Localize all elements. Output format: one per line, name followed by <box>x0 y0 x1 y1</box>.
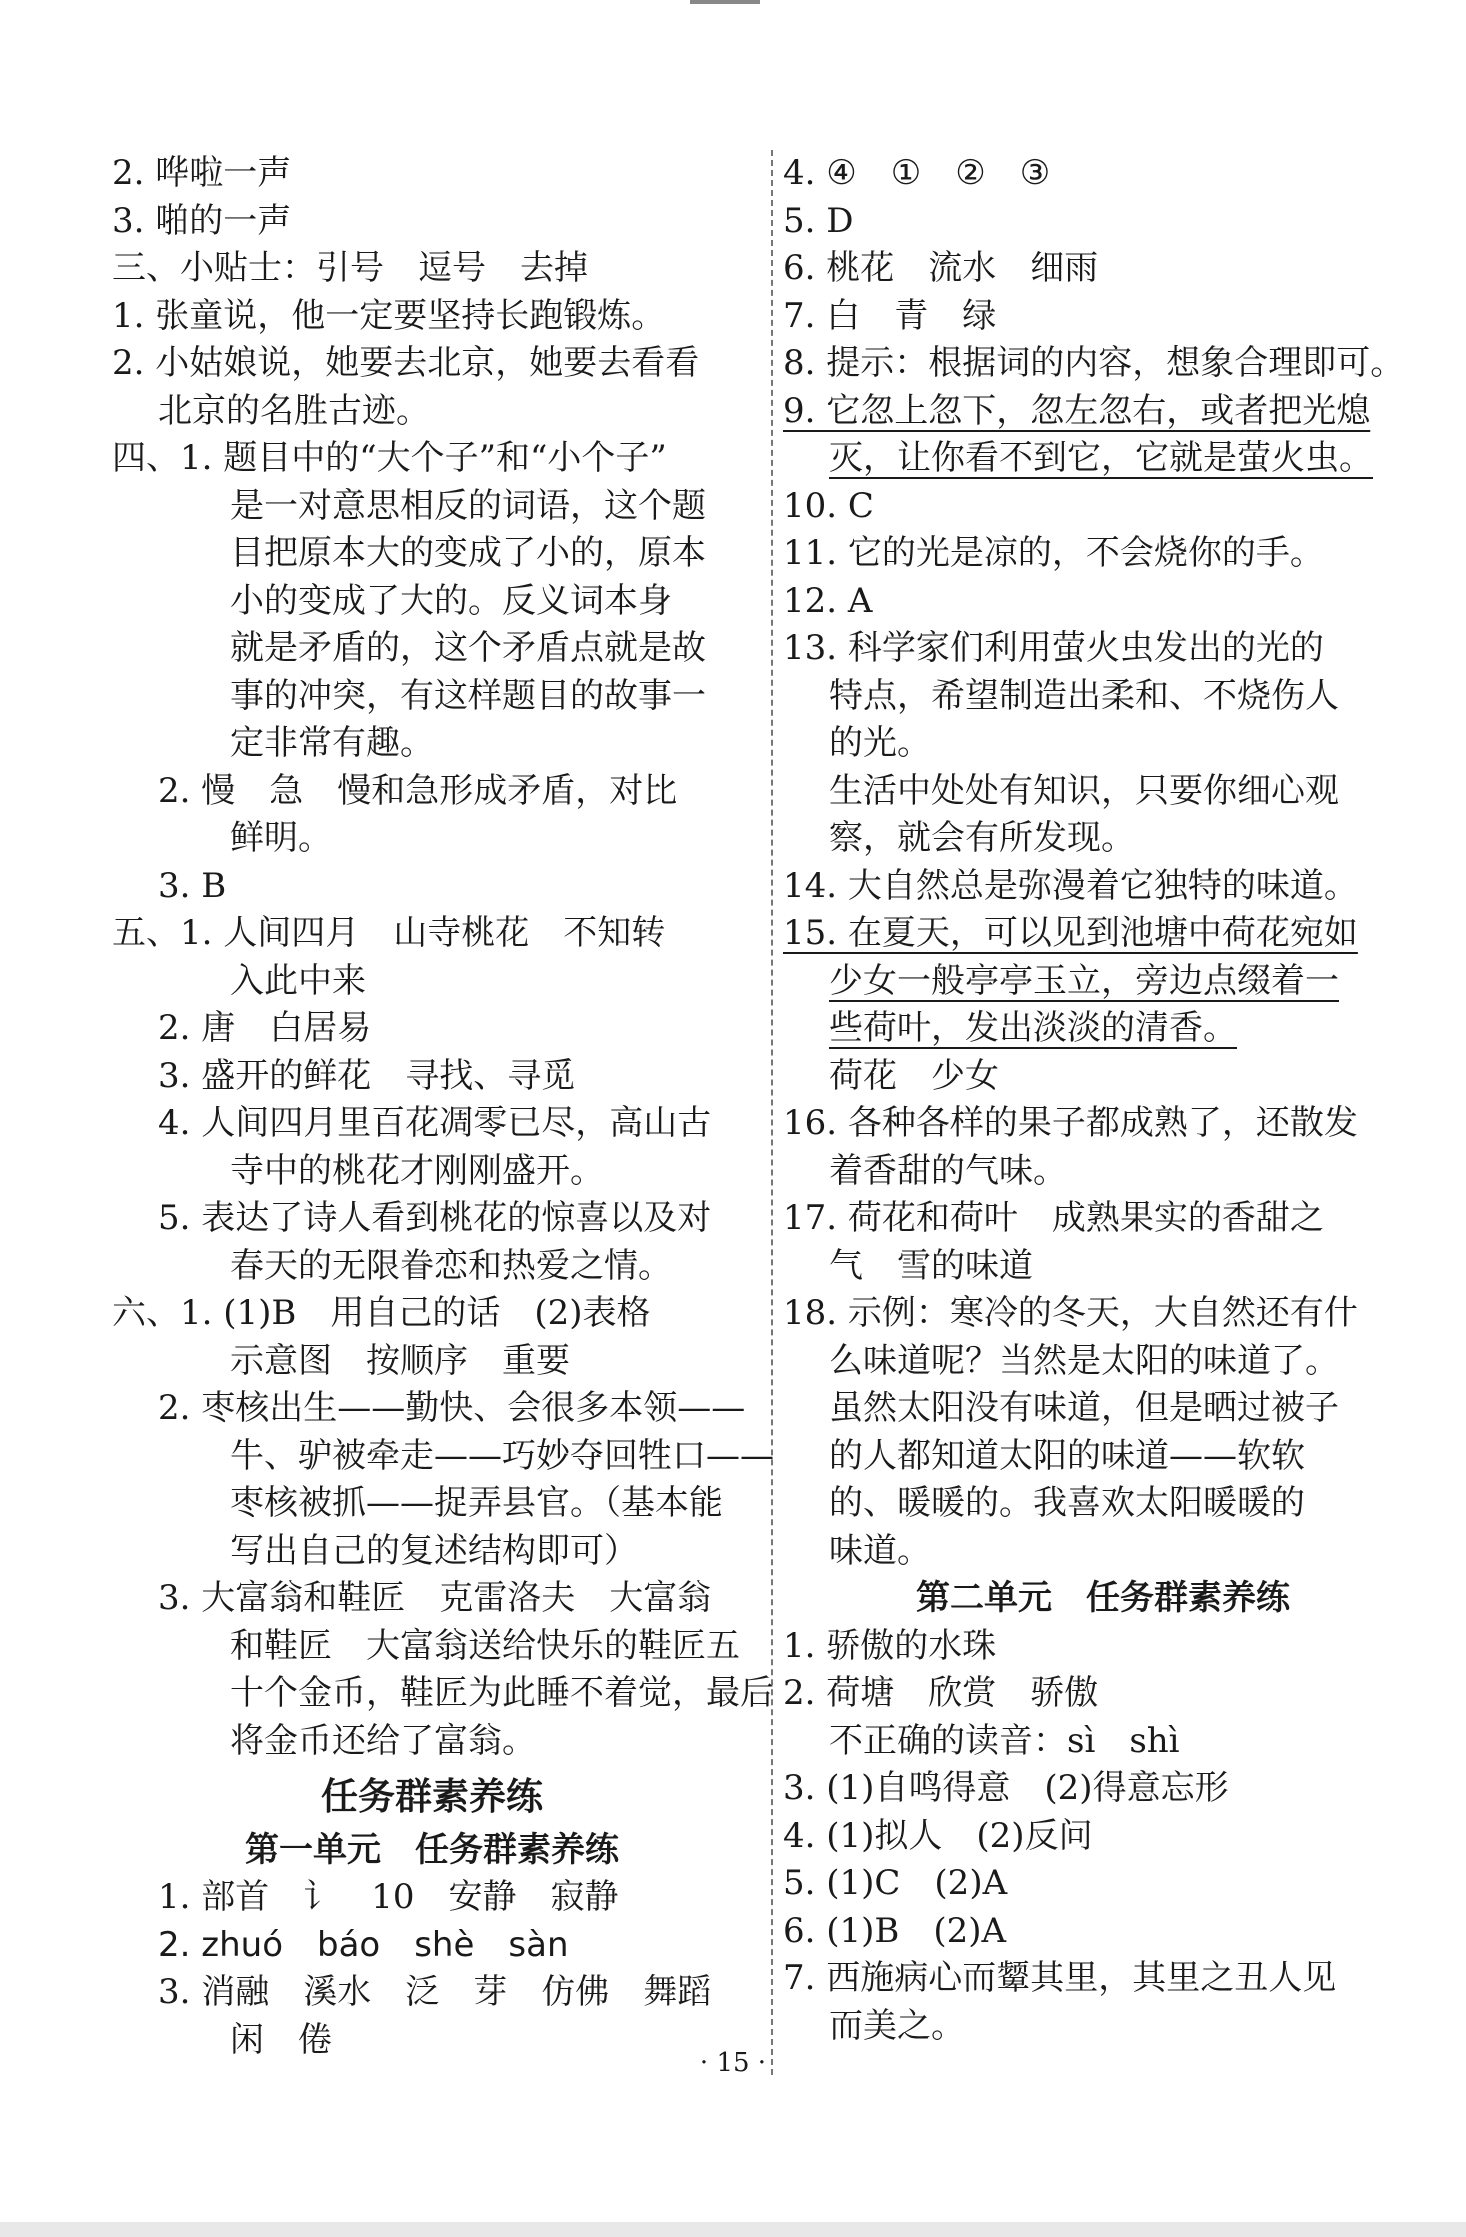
answer-line: 生活中处处有知识，只要你细心观 <box>829 770 1339 811</box>
answer-line: 虽然太阳没有味道，但是晒过被子 <box>829 1388 1339 1428</box>
answer-line: 是一对意思相反的词语，这个题 <box>230 485 706 526</box>
answer-line: 将金币还给了富翁。 <box>230 1720 536 1761</box>
answer-line: 3. B <box>158 865 227 906</box>
answer-line: 4. 人间四月里百花凋零已尽，高山古 <box>158 1103 712 1143</box>
bottom-edge <box>0 2222 1466 2237</box>
answer-line: 些荷叶，发出淡淡的清香。 <box>829 1008 1237 1048</box>
answer-line: 2. 唐 白居易 <box>158 1008 372 1048</box>
answer-line: 枣核被抓——捉弄县官。（基本能 <box>230 1483 723 1523</box>
answer-line: 2. 小姑娘说，她要去北京，她要去看看 <box>112 343 700 383</box>
answer-line: 荷花 少女 <box>829 1055 999 1096</box>
answer-line: 5. 表达了诗人看到桃花的惊喜以及对 <box>158 1198 712 1238</box>
answer-line: 11. 它的光是凉的，不会烧你的手。 <box>783 533 1324 573</box>
answer-line: 六、1. (1)B 用自己的话 (2)表格 <box>112 1293 651 1333</box>
answer-line: 着香甜的气味。 <box>829 1150 1067 1191</box>
answer-line: 春天的无限眷恋和热爱之情。 <box>230 1245 672 1286</box>
answer-line: 2. 慢 急 慢和急形成矛盾，对比 <box>158 770 678 811</box>
answer-line: 事的冲突，有这样题目的故事一 <box>230 675 706 716</box>
answer-line: 6. 桃花 流水 细雨 <box>783 248 1099 288</box>
answer-line: 味道。 <box>829 1530 931 1571</box>
answer-line: 么味道呢？当然是太阳的味道了。 <box>829 1340 1339 1381</box>
column-divider <box>771 150 773 2075</box>
answer-line: 3. (1)自鸣得意 (2)得意忘形 <box>783 1768 1229 1808</box>
answer-line: 的人都知道太阳的味道——软软 <box>829 1435 1305 1476</box>
answer-line: 不正确的读音：sì shì <box>829 1720 1180 1761</box>
answer-line: 1. 骄傲的水珠 <box>783 1625 997 1666</box>
answer-line: 1. 部首 讠 10 安静 寂静 <box>158 1877 619 1917</box>
section-heading: 任务群素养练 <box>321 1775 543 1818</box>
answer-line: 五、1. 人间四月 山寺桃花 不知转 <box>112 913 666 953</box>
answer-line: 和鞋匠 大富翁送给快乐的鞋匠五 <box>230 1625 740 1666</box>
answer-line: 18. 示例：寒冷的冬天，大自然还有什 <box>783 1293 1358 1333</box>
answer-line: 3. 大富翁和鞋匠 克雷洛夫 大富翁 <box>158 1578 712 1618</box>
page-number: · 15 · <box>699 2048 767 2078</box>
answer-line: 小的变成了大的。反义词本身 <box>230 580 672 621</box>
answer-line: 3. 盛开的鲜花 寻找、寻觅 <box>158 1055 576 1096</box>
answer-line: 13. 科学家们利用萤火虫发出的光的 <box>783 628 1324 668</box>
answer-line: 三、小贴士：引号 逗号 去掉 <box>112 248 588 288</box>
answer-line: 9. 它忽上忽下，忽左忽右，或者把光熄 <box>783 390 1371 431</box>
answer-line: 8. 提示：根据词的内容，想象合理即可。 <box>783 343 1405 383</box>
answer-line: 6. (1)B (2)A <box>783 1910 1007 1951</box>
answer-line: 而美之。 <box>829 2005 965 2046</box>
answer-line: 2. zhuó báo shè sàn <box>158 1924 569 1965</box>
answer-line: 写出自己的复述结构即可） <box>230 1530 638 1571</box>
answer-line: 1. 张童说，他一定要坚持长跑锻炼。 <box>112 295 666 336</box>
answer-line: 2. 枣核出生——勤快、会很多本领—— <box>158 1388 746 1428</box>
answer-line: 10. C <box>783 485 874 526</box>
answer-line: 定非常有趣。 <box>230 723 434 763</box>
answer-line: 灭，让你看不到它，它就是萤火虫。 <box>829 438 1373 478</box>
answer-line: 察，就会有所发现。 <box>829 818 1135 858</box>
answer-line: 少女一般亭亭玉立，旁边点缀着一 <box>829 960 1339 1001</box>
answer-line: 7. 西施病心而颦其里，其里之丑人见 <box>783 1958 1337 1998</box>
section-heading: 第一单元 任务群素养练 <box>245 1829 619 1870</box>
answer-line: 示意图 按顺序 重要 <box>230 1340 570 1381</box>
answer-line: 3. 啪的一声 <box>112 200 292 241</box>
answer-line: 四、1. 题目中的“大个子”和“小个子” <box>112 438 667 478</box>
answer-line: 北京的名胜古迹。 <box>158 390 430 431</box>
answer-line: 15. 在夏天，可以见到池塘中荷花宛如 <box>783 913 1358 953</box>
answer-line: 十个金币，鞋匠为此睡不着觉，最后 <box>230 1673 774 1713</box>
answer-line: 16. 各种各样的果子都成熟了，还散发 <box>783 1103 1358 1143</box>
answer-line: 5. (1)C (2)A <box>783 1863 1008 1903</box>
answer-line: 特点，希望制造出柔和、不烧伤人 <box>829 675 1339 716</box>
answer-line: 的光。 <box>829 723 931 763</box>
answer-line: 就是矛盾的，这个矛盾点就是故 <box>230 628 706 668</box>
answer-line: 寺中的桃花才刚刚盛开。 <box>230 1150 604 1191</box>
answer-line: 2. 荷塘 欣赏 骄傲 <box>783 1673 1099 1713</box>
answer-line: 3. 消融 溪水 泛 芽 仿佛 舞蹈 <box>158 1972 712 2012</box>
right-column <box>783 150 1423 2050</box>
answer-line: 入此中来 <box>230 960 366 1001</box>
answer-line: 2. 哗啦一声 <box>112 153 292 193</box>
answer-line: 鲜明。 <box>230 818 332 858</box>
answer-line: 14. 大自然总是弥漫着它独特的味道。 <box>783 865 1358 906</box>
answer-line: 7. 白 青 绿 <box>783 295 997 336</box>
answer-line: 气 雪的味道 <box>829 1245 1033 1286</box>
answer-line: 牛、驴被牵走——巧妙夺回牲口—— <box>230 1435 774 1476</box>
answer-line: 12. A <box>783 580 873 621</box>
top-edge-mark <box>690 0 760 4</box>
section-heading: 第二单元 任务群素养练 <box>916 1578 1290 1618</box>
answer-line: 目把原本大的变成了小的，原本 <box>230 533 706 573</box>
answer-line: 闲 倦 <box>230 2019 332 2060</box>
answer-line: 5. D <box>783 200 854 241</box>
answer-line: 17. 荷花和荷叶 成熟果实的香甜之 <box>783 1198 1324 1238</box>
answer-line: 的、暖暖的。我喜欢太阳暖暖的 <box>829 1483 1305 1523</box>
answer-line: 4. (1)拟人 (2)反问 <box>783 1815 1093 1856</box>
answer-line: 4. ④ ① ② ③ <box>783 153 1051 193</box>
